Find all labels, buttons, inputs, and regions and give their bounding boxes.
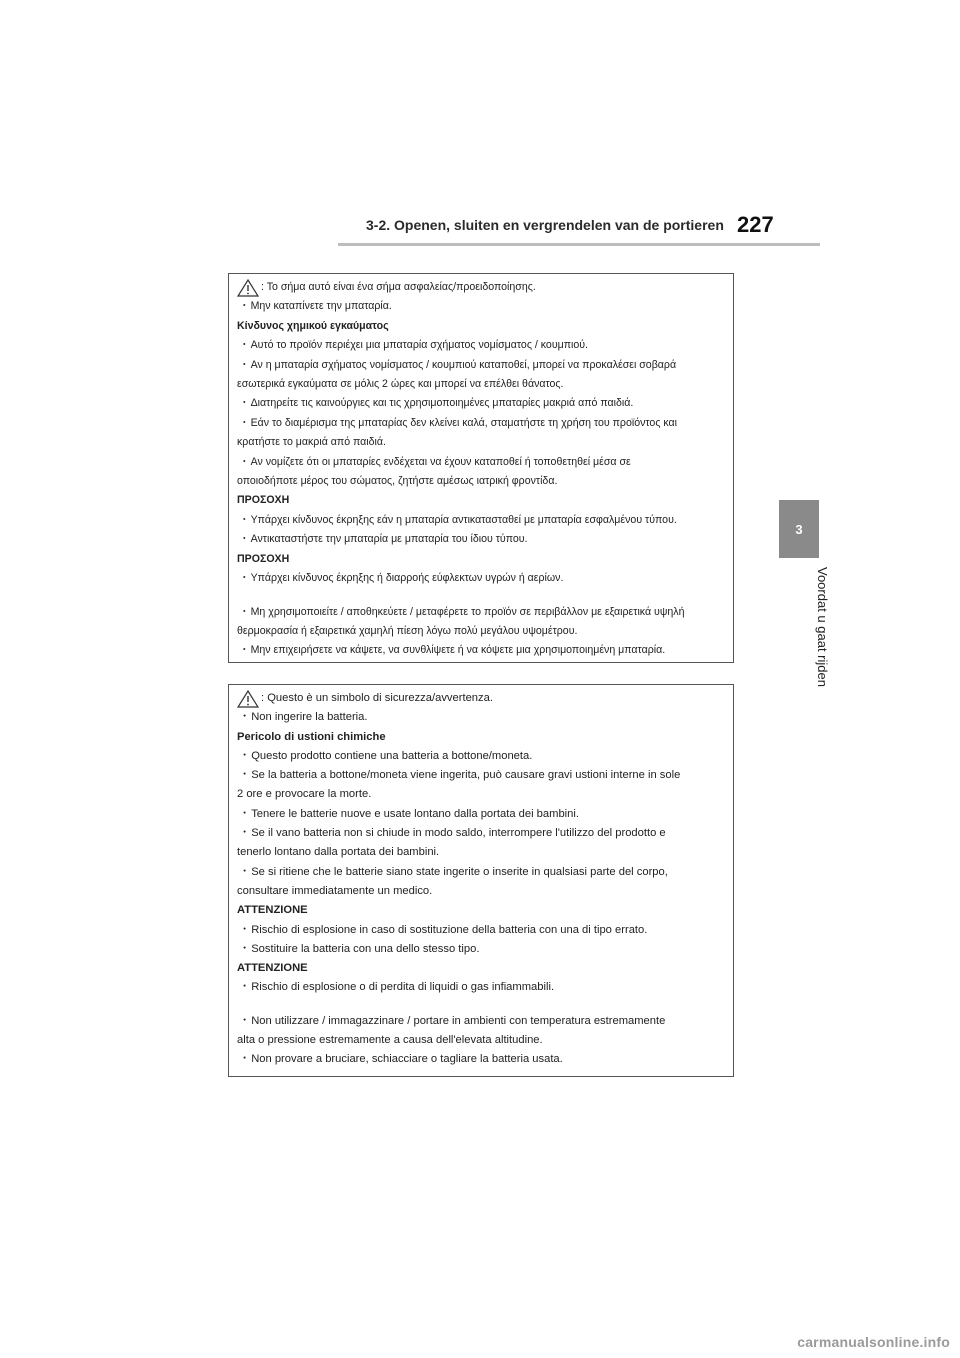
warning-item: ・ Se la batteria a bottone/moneta viene ingerita, può causare gravi ustioni interne in sole bbox=[237, 766, 727, 785]
warning-heading: ΠΡΟΣΟΧΗ bbox=[237, 494, 290, 507]
warning-item-continued: οποιοδήποτε μέρος του σώματος, ζητήστε αμέσως ιατρική φροντίδα. bbox=[237, 475, 558, 488]
warning-item: ・ Διατηρείτε τις καινούργιες και τις χρησιμοποιημένες μπαταρίες μακριά από παιδιά. bbox=[237, 394, 727, 413]
warning-item: ・ Questo prodotto contiene una batteria a bottone/moneta. bbox=[237, 747, 727, 766]
warning-item-continued: εσωτερικά εγκαύματα σε μόλις 2 ώρες και μπορεί να επέλθει θάνατος. bbox=[237, 378, 564, 391]
header-divider bbox=[338, 243, 820, 246]
warning-triangle-icon bbox=[237, 690, 259, 708]
italian-warning-box bbox=[228, 684, 734, 1077]
warning-heading: ATTENZIONE bbox=[237, 904, 308, 917]
greek-warning-box bbox=[228, 273, 734, 663]
warning-item: ・ Αν η μπαταρία σχήματος νομίσματος / κουμπιού καταποθεί, μπορεί να προκαλέσει σοβαρά bbox=[237, 356, 727, 375]
section-title: 3-2. Openen, sluiten en vergrendelen van de portieren bbox=[366, 217, 724, 233]
chapter-tab[interactable] bbox=[779, 500, 819, 558]
warning-item-continued: κρατήστε το μακριά από παιδιά. bbox=[237, 436, 386, 449]
warning-item: ・ Μην καταπίνετε την μπαταρία. bbox=[237, 297, 727, 316]
warning-item: ・ Υπάρχει κίνδυνος έκρηξης εάν η μπαταρία αντικατασταθεί με μπαταρία εσφαλμένου τύπου. bbox=[237, 511, 727, 530]
warning-item-continued: θερμοκρασία ή εξαιρετικά χαμηλή πίεση λόγω πολύ μεγάλου υψομέτρου. bbox=[237, 624, 578, 637]
symbol-description: : Questo è un simbolo di sicurezza/avvertenza. bbox=[261, 692, 493, 704]
warning-item: ・ Tenere le batterie nuove e usate lontano dalla portata dei bambini. bbox=[237, 805, 727, 824]
warning-item-continued: 2 ore e provocare la morte. bbox=[237, 788, 372, 801]
warning-item: ・ Non ingerire la batteria. bbox=[237, 708, 727, 727]
symbol-description: : Το σήμα αυτό είναι ένα σήμα ασφαλείας/προειδοποίησης. bbox=[261, 281, 536, 293]
warning-item: ・ Μην επιχειρήσετε να κάψετε, να συνθλίψετε ή να κόψετε μια χρησιμοποιημένη μπαταρία. bbox=[237, 641, 727, 660]
warning-item: ・ Rischio di esplosione in caso di sostituzione della batteria con una di tipo errato. bbox=[237, 921, 727, 940]
spacer bbox=[237, 998, 727, 1012]
chapter-label: Voordat u gaat rijden bbox=[815, 567, 830, 687]
warning-item: ・ Se il vano batteria non si chiude in modo saldo, interrompere l'utilizzo del prodotto e bbox=[237, 824, 727, 843]
warning-item: ・ Sostituire la batteria con una dello stesso tipo. bbox=[237, 940, 727, 959]
warning-triangle-icon bbox=[237, 279, 259, 297]
warning-heading: Κίνδυνος χημικού εγκαύματος bbox=[237, 319, 389, 332]
warning-item: ・ Εάν το διαμέρισμα της μπαταρίας δεν κλείνει καλά, σταματήστε τη χρήση του προϊόντος και bbox=[237, 414, 727, 433]
warning-item: ・ Αυτό το προϊόν περιέχει μια μπαταρία σχήματος νομίσματος / κουμπιού. bbox=[237, 336, 727, 355]
warning-heading: Pericolo di ustioni chimiche bbox=[237, 730, 386, 743]
warning-heading: ΠΡΟΣΟΧΗ bbox=[237, 552, 290, 565]
warning-item: ・ Non utilizzare / immagazzinare / portare in ambienti con temperatura estremamente bbox=[237, 1012, 727, 1031]
warning-item: ・ Αν νομίζετε ότι οι μπαταρίες ενδέχεται να έχουν καταποθεί ή τοποθετηθεί μέσα σε bbox=[237, 453, 727, 472]
warning-item: ・ Μη χρησιμοποιείτε / αποθηκεύετε / μεταφέρετε το προϊόν σε περιβάλλον με εξαιρετικά υψηλή bbox=[237, 603, 727, 622]
warning-item: ・ Αντικαταστήστε την μπαταρία με μπαταρία του ίδιου τύπου. bbox=[237, 530, 727, 549]
page-number: 227 bbox=[737, 212, 774, 237]
symbol-line bbox=[237, 278, 727, 297]
spacer bbox=[237, 589, 727, 603]
warning-item: ・ Non provare a bruciare, schiacciare o tagliare la batteria usata. bbox=[237, 1050, 727, 1069]
warning-item: ・ Υπάρχει κίνδυνος έκρηξης ή διαρροής εύφλεκτων υγρών ή αερίων. bbox=[237, 569, 727, 588]
warning-item-continued: consultare immediatamente un medico. bbox=[237, 884, 433, 897]
watermark: carmanualsonline.info bbox=[797, 1334, 950, 1350]
warning-item: ・ Se si ritiene che le batterie siano state ingerite o inserite in qualsiasi parte del corpo, bbox=[237, 863, 727, 882]
warning-item-continued: tenerlo lontano dalla portata dei bambini. bbox=[237, 846, 440, 859]
warning-item: ・ Rischio di esplosione o di perdita di liquidi o gas infiammabili. bbox=[237, 978, 727, 997]
chapter-number: 3 bbox=[795, 521, 803, 537]
warning-heading: ATTENZIONE bbox=[237, 962, 308, 975]
warning-item-continued: alta o pressione estremamente a causa dell'elevata altitudine. bbox=[237, 1034, 543, 1047]
symbol-line bbox=[237, 689, 727, 708]
